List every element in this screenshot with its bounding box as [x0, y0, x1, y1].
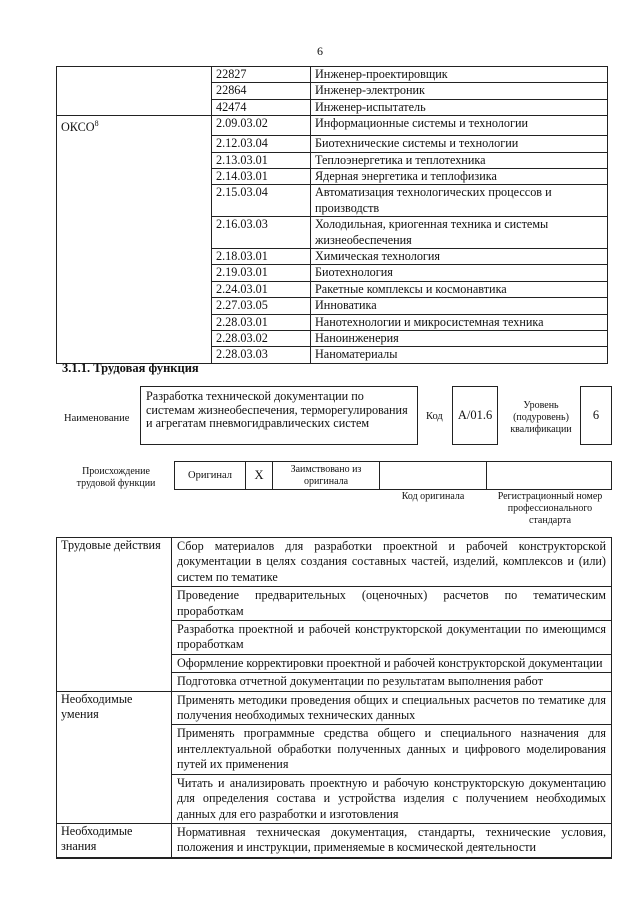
classification-name: Инженер-испытатель [311, 99, 608, 115]
code-label: Код [426, 411, 443, 422]
section-item: Подготовка отчетной документации по результатам выполнения работ [172, 673, 612, 691]
table-row [57, 152, 608, 168]
borrowed-label: Заимствовано из оригинала [290, 464, 362, 487]
classification-label-cell [57, 281, 212, 297]
page-number: 6 [317, 44, 323, 58]
original-box [174, 461, 246, 490]
code-original-label: Код оригинала [401, 491, 465, 502]
classification-code: 2.19.03.01 [212, 265, 311, 281]
section-item: Проведение предварительных (оценочных) расчетов по тематическим проработкам [172, 587, 612, 621]
classification-code: 42474 [212, 99, 311, 115]
classification-label-cell [57, 152, 212, 168]
classification-code: 2.27.03.05 [212, 298, 311, 314]
table-row [57, 169, 608, 185]
classification-label-cell [57, 249, 212, 265]
classification-name: Биотехнические системы и технологии [311, 136, 608, 152]
reg-number-box [486, 461, 612, 490]
classification-name: Информационные системы и технологии [311, 116, 608, 136]
classification-name: Инженер-электроник [311, 83, 608, 99]
classification-label-cell [57, 298, 212, 314]
classification-name: Химическая технология [311, 249, 608, 265]
code-original-box [379, 461, 487, 490]
classification-name: Теплоэнергетика и теплотехника [311, 152, 608, 168]
function-name-box [140, 386, 418, 445]
section-item: Применять программные средства общего и специального назначения для интеллектуальной обработки полученных данных и цифрового моделирования путей их применения [172, 725, 612, 774]
classification-label-cell [57, 314, 212, 330]
section-heading: Необходимые умения [57, 691, 172, 823]
classification-code: 2.13.03.01 [212, 152, 311, 168]
classification-label-cell [57, 185, 212, 217]
table-row [57, 249, 608, 265]
classification-code: 2.14.03.01 [212, 169, 311, 185]
classification-code: 2.16.03.03 [212, 217, 311, 249]
classification-code: 22827 [212, 67, 311, 83]
table-row [57, 265, 608, 281]
table-row [57, 83, 608, 99]
footnote-marker[interactable]: 8 [94, 119, 99, 129]
function-code-value: A/01.6 [457, 408, 493, 422]
section-item: Оформление корректировки проектной и рабочей конструкторской документации [172, 654, 612, 672]
table-row [57, 116, 608, 136]
classification-code: 2.15.03.04 [212, 185, 311, 217]
table-row [57, 99, 608, 115]
function-name-value: Разработка технической документации по системам жизнеобеспечения, терморегулирования и агрегатам пневмогидравлических систем [146, 389, 408, 431]
classification-name: Биотехнология [311, 265, 608, 281]
classification-name: Инноватика [311, 298, 608, 314]
section-item: Читать и анализировать проектную и рабочую конструкторскую документацию для определения состава и устройства изделия с получением необходимых данных для его разработки и изготовления [172, 774, 612, 823]
classification-code: 2.28.03.02 [212, 331, 311, 347]
classification-name: Наноинженерия [311, 331, 608, 347]
classification-label-cell [57, 265, 212, 281]
classification-code: 2.12.03.04 [212, 136, 311, 152]
classification-name: Инженер-проектировщик [311, 67, 608, 83]
section-title: 3.1.1. Трудовая функция [62, 361, 199, 375]
classification-code: 2.28.03.01 [212, 314, 311, 330]
classification-code: 2.24.03.01 [212, 281, 311, 297]
classification-name: Ракетные комплексы и космонавтика [311, 281, 608, 297]
classification-code: 22864 [212, 83, 311, 99]
classification-code: 2.18.03.01 [212, 249, 311, 265]
classification-label-cell [57, 116, 212, 136]
table-row [57, 691, 612, 725]
classification-label: ОКСО [61, 120, 95, 135]
table-row [57, 314, 608, 330]
classification-name: Ядерная энергетика и теплофизика [311, 169, 608, 185]
classification-label-cell [57, 99, 212, 115]
function-details-table [56, 537, 612, 859]
classification-code: 2.28.03.03 [212, 347, 311, 363]
level-label: Уровень (подуровень) квалификации [510, 400, 572, 435]
classification-table [56, 66, 608, 364]
classification-name: Наноматериалы [311, 347, 608, 363]
section-item: Сбор материалов для разработки проектной и рабочей конструкторской документации в целях создания составных частей, изделий, комплексов и (или) систем по тематике [172, 538, 612, 587]
table-row [57, 331, 608, 347]
original-label: Оригинал [188, 470, 232, 481]
section-item: Разработка проектной и рабочей конструкторской документации по имеющимся проработкам [172, 621, 612, 655]
table-row [57, 136, 608, 152]
borrowed-box [272, 461, 380, 490]
table-row [57, 281, 608, 297]
level-box [580, 386, 612, 445]
section-item: Применять методики проведения общих и специальных расчетов по тематике для получения необходимых технических данных [172, 691, 612, 725]
classification-label-cell [57, 83, 212, 99]
classification-code: 2.09.03.02 [212, 116, 311, 136]
function-code-box [452, 386, 498, 445]
classification-label-cell [57, 169, 212, 185]
reg-number-label: Регистрационный номер профессионального стандарта [497, 491, 603, 526]
table-row [57, 217, 608, 249]
origin-label: Происхождение трудовой функции [76, 466, 156, 489]
original-mark-box [245, 461, 273, 490]
classification-label-cell [57, 331, 212, 347]
classification-name: Автоматизация технологических процессов и производств [311, 185, 608, 217]
table-row [57, 823, 612, 857]
name-label: Наименование [64, 413, 130, 424]
section-heading: Необходимые знания [57, 823, 172, 857]
level-value: 6 [592, 408, 600, 422]
original-mark: X [254, 468, 264, 482]
table-row [57, 185, 608, 217]
table-row [57, 298, 608, 314]
classification-label-cell [57, 67, 212, 83]
table-row [57, 538, 612, 587]
section-item: Нормативная техническая документация, стандарты, технические условия, положения и инструкции, применяемые в космической деятельности [172, 823, 612, 857]
classification-name: Холодильная, криогенная техника и системы жизнеобеспечения [311, 217, 608, 249]
table-row [57, 67, 608, 83]
classification-label-cell [57, 217, 212, 249]
section-heading: Трудовые действия [57, 538, 172, 692]
classification-label-cell [57, 136, 212, 152]
classification-name: Нанотехнологии и микросистемная техника [311, 314, 608, 330]
